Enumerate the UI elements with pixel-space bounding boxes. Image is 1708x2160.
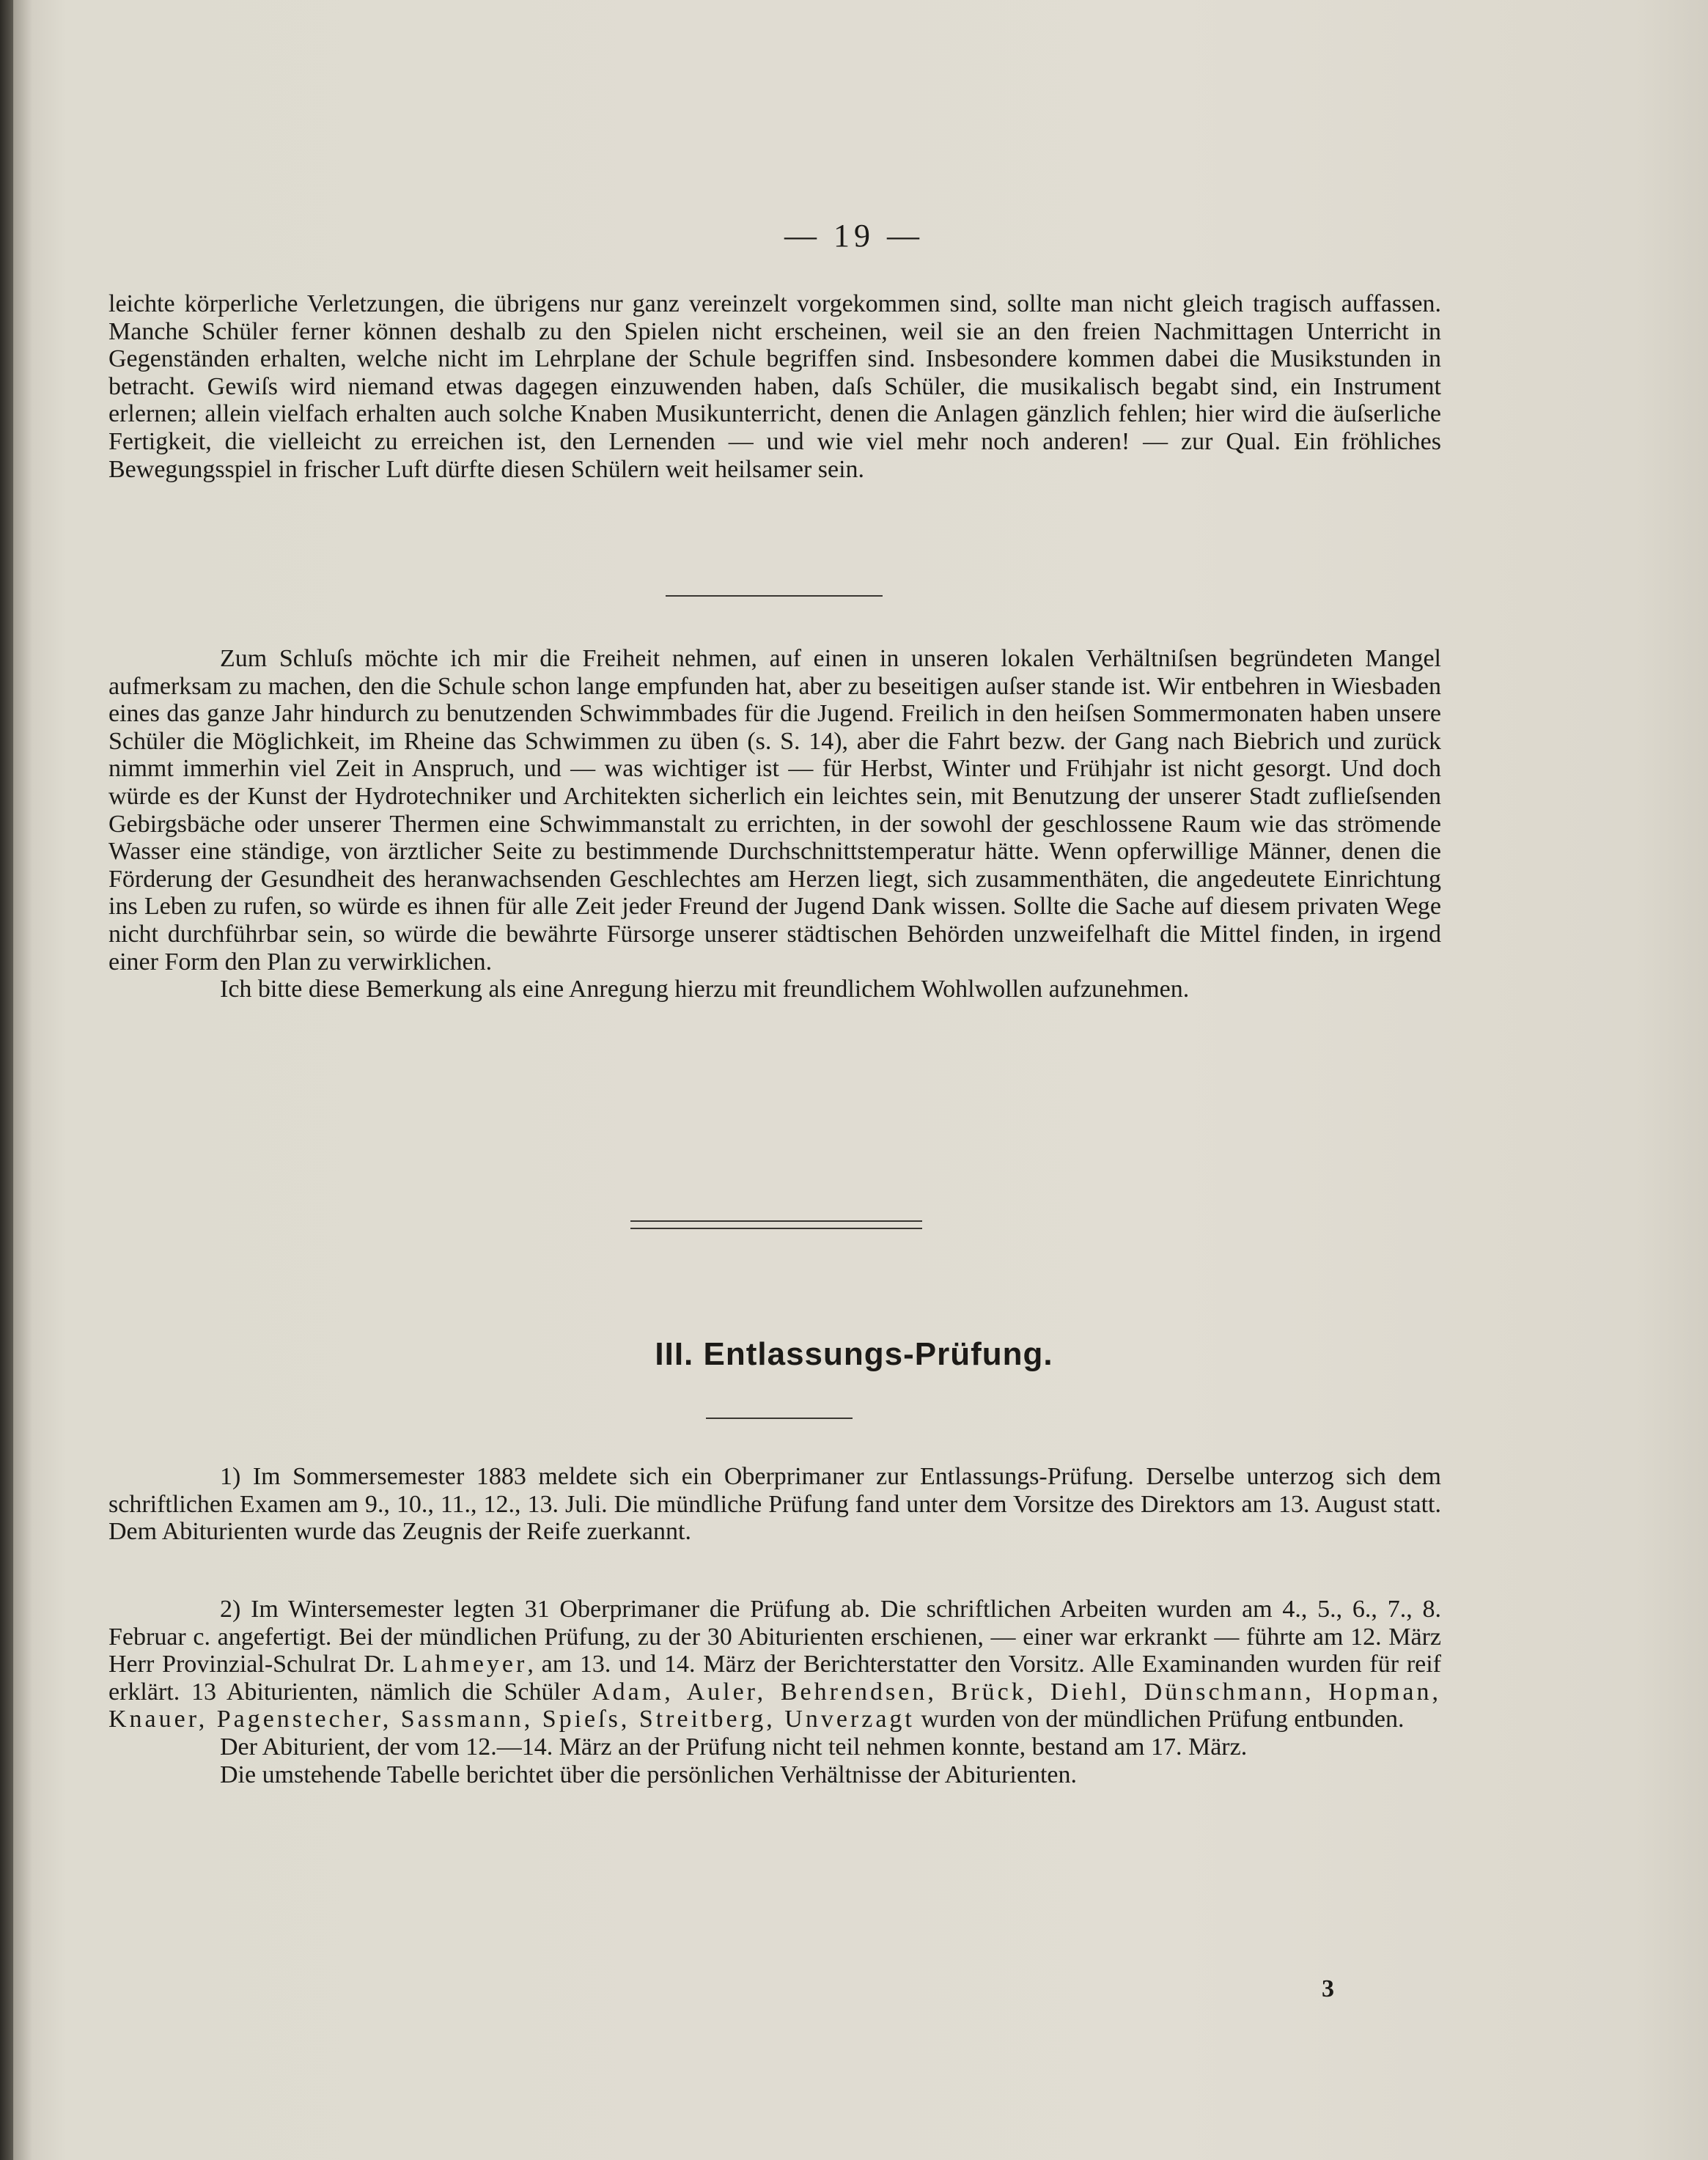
name-lahmeyer: Lahmeyer [402, 1651, 528, 1678]
exempt-student-names: Adam, Auler, Behrendsen, Brück, Diehl, Dünschmann, Hopman, Knauer, Pagenstecher, Sassmann, Spieſs, Streitberg, Unverzagt [108, 1678, 1442, 1733]
winter-exam-intro: 2) Im Wintersemester legten 31 Oberprimaner die Prüfung ab. Die schriftlichen Arbeiten wurden am 4., 5., 6., 7., 8. Februar c. angefertigt. Bei der mündlichen Prüfung, zu der 30 Abiturienten erschienen, — einer war erkrankt — führte am 12. März Herr Provinzial-Schulrat Dr. [108, 1596, 1441, 1678]
paragraph-winter-exam [108, 1596, 1441, 1733]
section-continued-text [108, 290, 1441, 483]
exam-item-2 [108, 1596, 1441, 1788]
winter-exam-end: wurden von der mündlichen Prüfung entbunden. [921, 1706, 1405, 1733]
exam-item-1 [108, 1463, 1441, 1546]
section-divider [666, 595, 883, 597]
section-swimming-bath [108, 645, 1441, 1003]
paragraph-swimming-bath: Zum Schluſs möchte ich mir die Freiheit nehmen, auf einen in unseren lokalen Verhältniſsen begründeten Mangel aufmerksam zu machen, den die Schule schon lange empfunden hat, aber zu beseitigen auſser stande ist. Wir entbehren in Wiesbaden eines das ganze Jahr hindurch zu benutzenden Schwimmbades für die Jugend. Freilich in den heiſsen Sommermonaten haben unsere Schüler die Möglichkeit, im Rheine das Schwimmen zu üben (s. S. 14), aber die Fahrt bezw. der Gang nach Biebrich und zurück nimmt immerhin viel Zeit in Anspruch, und — was wichtiger ist — für Herbst, Winter und Frühjahr ist nicht gesorgt. Und doch würde es der Kunst der Hydrotechniker und Architekten sicherlich ein leichtes sein, mit Benutzung der unserer Stadt zuflieſsenden Gebirgsbäche oder unserer Thermen eine Schwimmanstalt zu errichten, in der sowohl der geschlossene Raum wie das strömende Wasser eine ständige, von ärztlicher Seite zu bestimmende Durchschnittstemperatur hätte. Wenn opferwillige Männer, denen die Förderung der Gesundheit des heranwachsenden Geschlechtes am Herzen liegt, sich zusammenthäten, die angedeutete Einrichtung ins Leben zu rufen, so würde es ihnen für alle Zeit jeder Freund der Jugend Dank wissen. Sollte die Sache auf diesem privaten Wege nicht durchführbar sein, so würde die bewährte Fürsorge unserer städtischen Behörden unzweifelhaft die Mittel finden, in irgend einer Form den Plan zu verwirklichen. [108, 645, 1441, 976]
book-binding-edge [0, 0, 13, 2160]
winter-exam-middle: , am 13. und 14. März der Berichterstatter den Vorsitz. Alle Examinanden wurden für reif erklärt. 13 Abiturienten, nämlich die Schüler [108, 1651, 1442, 1706]
paragraph-closing-request: Ich bitte diese Bemerkung als eine Anregung hierzu mit freundlichem Wohlwollen aufzunehmen. [220, 976, 1190, 1003]
double-rule-divider [630, 1220, 922, 1229]
paragraph-summer-exam: 1) Im Sommersemester 1883 meldete sich ein Oberprimaner zur Entlassungs-Prüfung. Derselbe unterzog sich dem schriftlichen Examen am 9., 10., 11., 12., 13. Juli. Die mündliche Prüfung fand unter dem Vorsitze des Direktors am 13. August statt. Dem Abiturienten wurde das Zeugnis der Reife zuerkannt. [108, 1463, 1441, 1546]
paragraph-table-note: Die umstehende Tabelle berichtet über die persönlichen Verhältnisse der Abiturienten. [220, 1761, 1077, 1788]
page-number: — 19 — [784, 218, 924, 254]
paragraph-playing-injuries: leichte körperliche Verletzungen, die übrigens nur ganz vereinzelt vorgekommen sind, sollte man nicht gleich tragisch auffassen. Manche Schüler ferner können deshalb zu den Spielen nicht erscheinen, weil sie an den freien Nachmittagen Unterricht in Gegenständen erhalten, welche nicht im Lehrplane der Schule begriffen sind. Insbesondere kommen dabei die Musikstunden in betracht. Gewiſs wird niemand etwas dagegen einzuwenden haben, daſs Schüler, die musikalisch begabt sind, ein Instrument erlernen; allein vielfach erhalten auch solche Knaben Musikunterricht, denen die Anlagen gänzlich fehlen; hier wird die äuſserliche Fertigkeit, die vielleicht zu erreichen ist, den Lernenden — und wie viel mehr noch anderen! — zur Qual. Ein fröhliches Bewegungsspiel in frischer Luft dürfte diesen Schülern weit heilsamer sein. [108, 290, 1441, 483]
paragraph-late-candidate: Der Abiturient, der vom 12.—14. März an der Prüfung nicht teil nehmen konnte, bestand am 17. März. [220, 1733, 1248, 1761]
heading-underline [706, 1418, 853, 1419]
signature-mark: 3 [1322, 1975, 1334, 2002]
section-heading: III. Entlassungs-Prüfung. [655, 1336, 1053, 1372]
